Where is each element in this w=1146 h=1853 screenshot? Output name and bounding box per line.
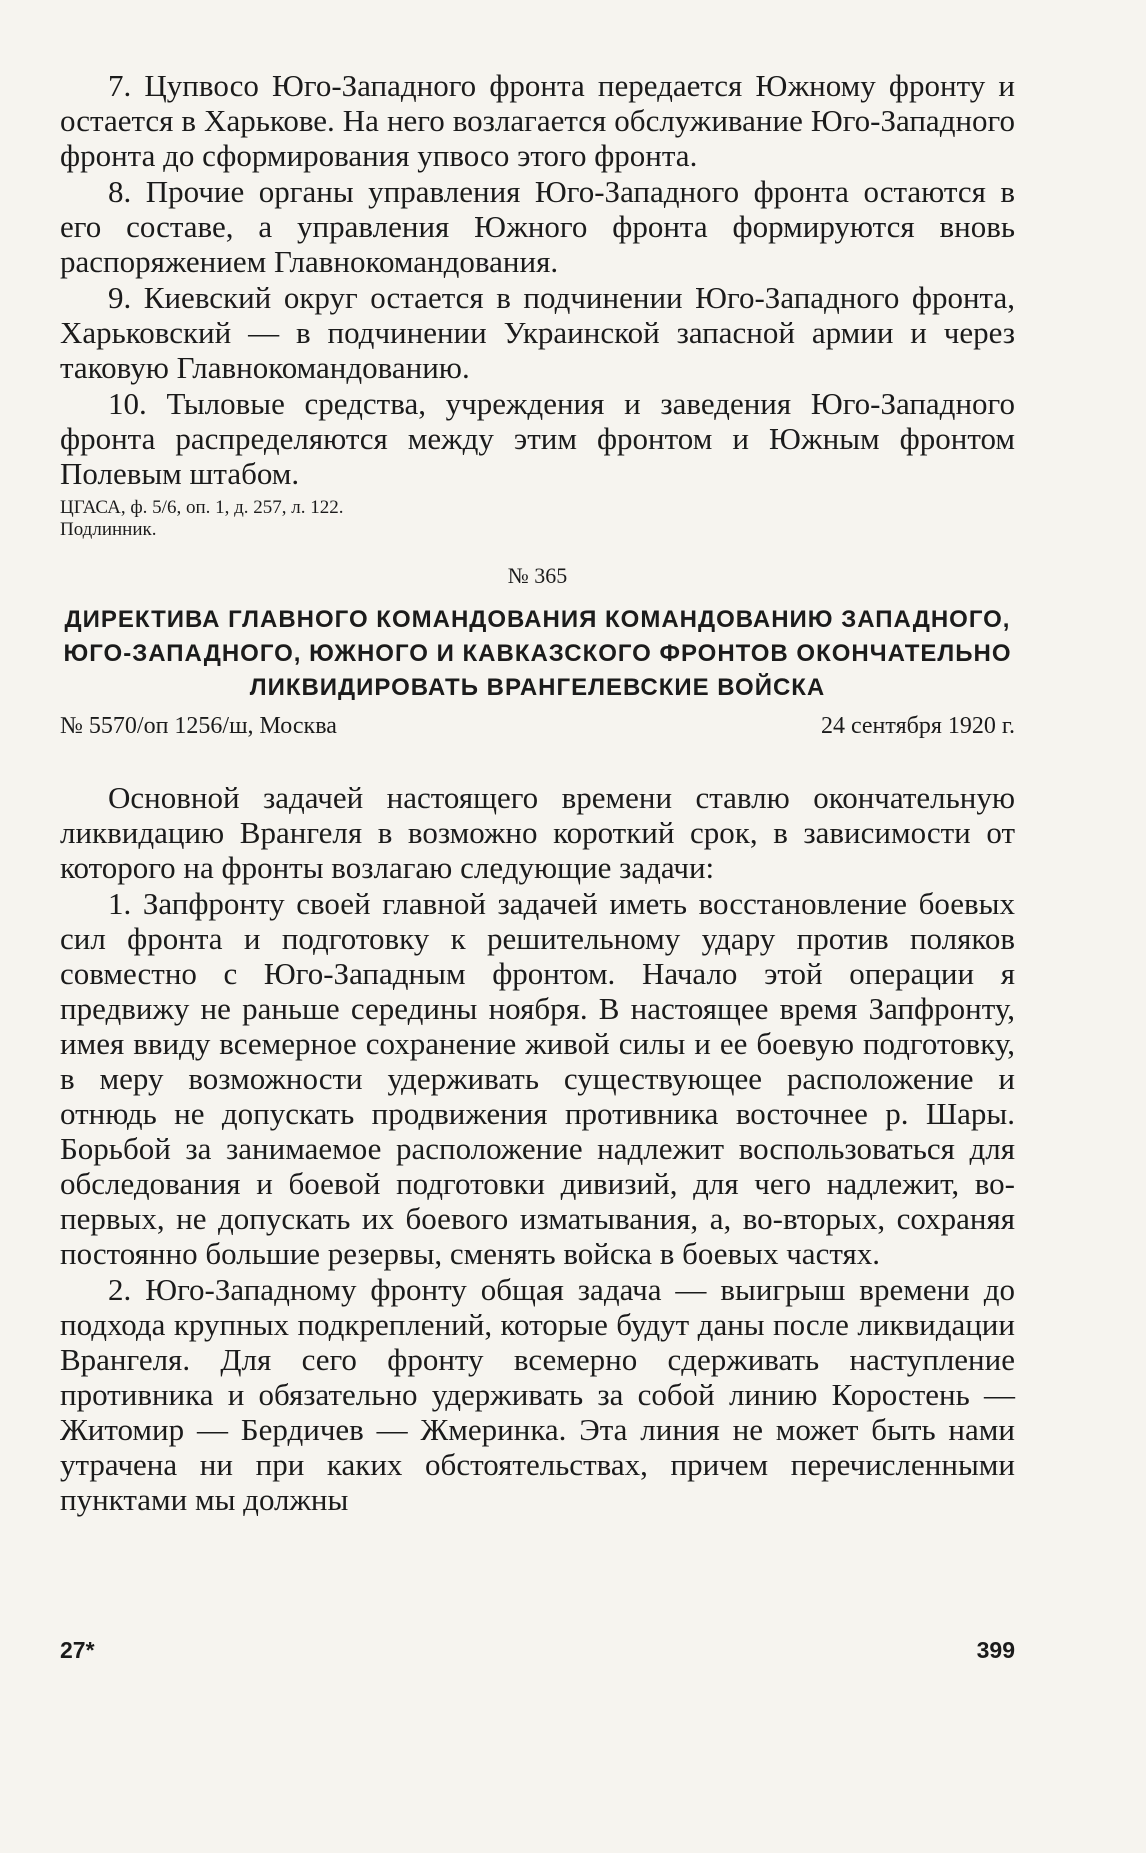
page-number: 399 [976,1637,1015,1663]
page-footer [60,1637,1015,1664]
paragraph-intro: Основной задачей настоящего времени ставлю окончательную ликвидацию Врангеля в возможно короткий срок, в зависимости от которого на фронты возлагаю следующие задачи: [60,780,1015,885]
paragraph-10: 10. Тыловые средства, учреждения и заведения Юго-Западного фронта распределяются между этим фронтом и Южным фронтом Полевым штабом. [60,386,1015,491]
document-title: ДИРЕКТИВА ГЛАВНОГО КОМАНДОВАНИЯ КОМАНДОВАНИЮ ЗАПАДНОГО, ЮГО-ЗАПАДНОГО, ЮЖНОГО И КАВКАЗСКОГО ФРОНТОВ ОКОНЧАТЕЛЬНО ЛИКВИДИРОВАТЬ ВРАНГЕЛЕВСКИЕ ВОЙСКА [63,606,1012,701]
text-column-top [60,68,1015,1518]
paragraph-8: 8. Прочие органы управления Юго-Западного фронта остаются в его составе, а управления Южного фронта формируются вновь распоряжением Главнокомандования. [60,174,1015,279]
document-meta [60,713,1015,740]
document-date: 24 сентября 1920 г. [820,713,1015,739]
paragraph-task-1: 1. Запфронту своей главной задачей иметь восстановление боевых сил фронта и подготовку к решительному удару против поляков совместно с Юго-Западным фронтом. Начало этой операции я предвижу не раньше середины ноября. В настоящее время Запфронту, имея ввиду всемерное сохранение живой силы и ее боевую подготовку, в меру возможности удерживать существующее расположение и отнюдь не допускать продвижения противника восточнее р. Шары. Борьбой за занимаемое расположение надлежит воспользоваться для обследования и боевой подготовки дивизий, для чего надлежит, во-первых, не допускать их боевого изматывания, а, во-вторых, сохраняя постоянно большие резервы, сменять войска в боевых частях. [60,886,1015,1271]
document-number: № 365 [507,563,568,588]
original-note: Подлинник. [60,519,157,540]
signature-mark: 27* [60,1637,95,1663]
paragraph-task-2: 2. Юго-Западному фронту общая задача — выигрыш времени до подхода крупных подкреплений, которые будут даны после ликвидации Врангеля. Для сего фронту всемерно сдерживать наступление противника и обязательно удерживать за собой линию Коростень — Житомир — Бердичев — Жмеринка. Эта линия не может быть нами утрачена ни при каких обстоятельствах, причем перечисленными пунктами мы должны [60,1272,1015,1517]
archive-reference: ЦГАСА, ф. 5/6, оп. 1, д. 257, л. 122. [60,497,344,518]
paragraph-9: 9. Киевский округ остается в подчинении Юго-Западного фронта, Харьковский — в подчинении Украинской запасной армии и через таковую Главнокомандованию. [60,280,1015,385]
document-reference: № 5570/оп 1256/ш, Москва [60,713,337,739]
paragraph-7: 7. Цупвосо Юго-Западного фронта передается Южному фронту и остается в Харькове. На него возлагается обслуживание Юго-Западного фронта до сформирования упвосо этого фронта. [60,68,1015,173]
